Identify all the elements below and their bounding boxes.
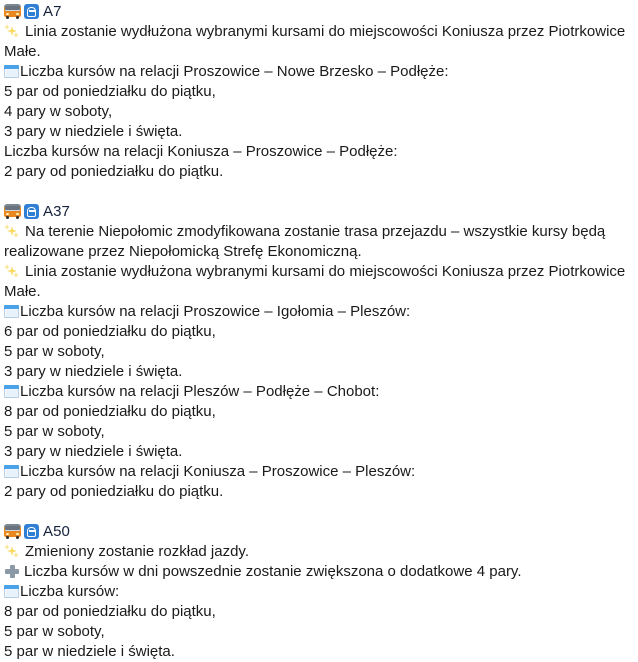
line-text: 5 par od poniedziałku do piątku,	[4, 83, 216, 100]
line-text: 8 par od poniedziałku do piątku,	[4, 403, 216, 420]
bullet-line	[4, 22, 634, 62]
line-text: 5 par w soboty,	[4, 623, 105, 640]
line-text: Liczba kursów w dni powszednie zostanie zwiększona o dodatkowe 4 pary.	[24, 563, 522, 580]
route-section	[4, 2, 634, 182]
bullet-line	[4, 542, 634, 562]
calendar-icon	[4, 304, 19, 318]
line-text: 5 par w soboty,	[4, 423, 105, 440]
bullet-line	[4, 62, 634, 82]
route-header	[4, 2, 634, 22]
line-text: Zmieniony zostanie rozkład jazdy.	[25, 543, 249, 560]
detail-line	[4, 322, 634, 342]
calendar-icon	[4, 384, 19, 398]
line-text: Na terenie Niepołomic zmodyfikowana zostanie trasa przejazdu – wszystkie kursy będą realizowane przez Niepołomicką Strefę Ekonomiczną.	[4, 223, 606, 260]
sparkles-icon	[4, 264, 20, 279]
detail-line	[4, 642, 634, 662]
bus-icon	[4, 204, 21, 219]
bus-stop-icon	[24, 204, 39, 219]
line-text: 6 par od poniedziałku do piątku,	[4, 323, 216, 340]
detail-line	[4, 102, 634, 122]
route-number: A50	[43, 523, 70, 540]
line-text: Liczba kursów na relacji Koniusza – Proszowice – Podłęże:	[4, 143, 398, 160]
sparkles-icon	[4, 224, 20, 239]
calendar-icon	[4, 584, 19, 598]
route-number: A37	[43, 203, 70, 220]
bus-stop-icon	[24, 524, 39, 539]
line-text: Liczba kursów na relacji Proszowice – Nowe Brzesko – Podłęże:	[20, 63, 449, 80]
line-text: Linia zostanie wydłużona wybranymi kursami do miejscowości Koniusza przez Piotrkowice Małe.	[4, 263, 626, 300]
detail-line	[4, 422, 634, 442]
bus-stop-icon	[24, 4, 39, 19]
detail-line	[4, 442, 634, 462]
bullet-line	[4, 562, 634, 582]
route-number: A7	[43, 3, 62, 20]
sparkles-icon	[4, 24, 20, 39]
bullet-line	[4, 262, 634, 302]
line-text: Liczba kursów na relacji Pleszów – Podłęże – Chobot:	[20, 383, 380, 400]
bullet-line	[4, 462, 634, 482]
line-text: Linia zostanie wydłużona wybranymi kursami do miejscowości Koniusza przez Piotrkowice Małe.	[4, 23, 626, 60]
detail-line	[4, 402, 634, 422]
sparkles-icon	[4, 544, 20, 559]
line-text: 8 par od poniedziałku do piątku,	[4, 603, 216, 620]
line-text: 3 pary w niedziele i święta.	[4, 363, 183, 380]
line-text: 3 pary w niedziele i święta.	[4, 443, 183, 460]
detail-line	[4, 602, 634, 622]
calendar-icon	[4, 64, 19, 78]
bullet-line	[4, 382, 634, 402]
bullet-line	[4, 222, 634, 262]
route-section	[4, 522, 634, 662]
bus-icon	[4, 4, 21, 19]
line-text: 2 pary od poniedziałku do piątku.	[4, 163, 224, 180]
detail-line	[4, 482, 634, 502]
detail-line	[4, 622, 634, 642]
calendar-icon	[4, 464, 19, 478]
bullet-line	[4, 582, 634, 602]
detail-line	[4, 122, 634, 142]
line-text: Liczba kursów na relacji Proszowice – Igołomia – Pleszów:	[20, 303, 411, 320]
line-text: 5 par w soboty,	[4, 343, 105, 360]
detail-line	[4, 162, 634, 182]
line-text: 5 par w niedziele i święta.	[4, 643, 175, 660]
line-text: 3 pary w niedziele i święta.	[4, 123, 183, 140]
route-section	[4, 202, 634, 502]
route-header	[4, 202, 634, 222]
detail-line	[4, 342, 634, 362]
line-text: Liczba kursów na relacji Koniusza – Proszowice – Pleszów:	[20, 463, 416, 480]
bullet-line	[4, 302, 634, 322]
detail-line	[4, 142, 634, 162]
plus-icon	[4, 564, 20, 579]
line-text: 4 pary w soboty,	[4, 103, 113, 120]
detail-line	[4, 362, 634, 382]
line-text: Liczba kursów:	[20, 583, 120, 600]
line-text: 2 pary od poniedziałku do piątku.	[4, 483, 224, 500]
route-header	[4, 522, 634, 542]
detail-line	[4, 82, 634, 102]
bus-icon	[4, 524, 21, 539]
